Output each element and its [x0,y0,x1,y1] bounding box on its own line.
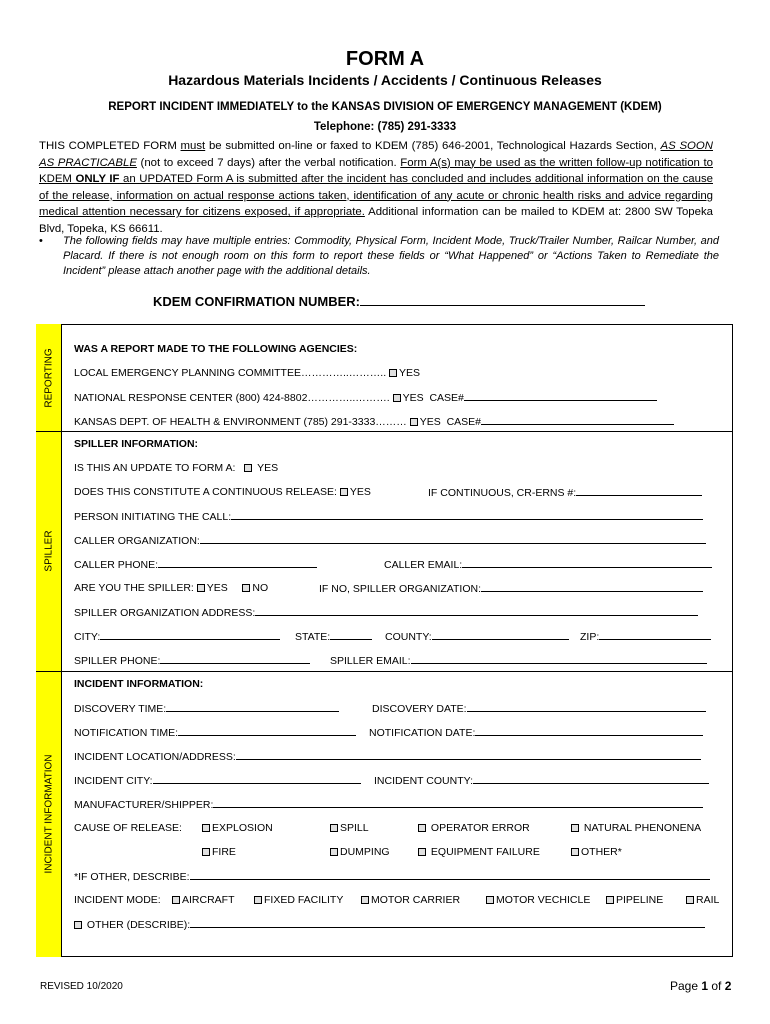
continuous-yes-checkbox[interactable] [340,488,348,496]
spiller-no-checkbox[interactable] [242,584,250,592]
notification-date-field[interactable]: NOTIFICATION DATE: [369,726,703,739]
dumping-checkbox[interactable] [330,848,338,856]
fire-checkbox[interactable] [202,848,210,856]
cause-natural-option[interactable]: NATURAL PHENONENA [571,822,701,834]
form-title: FORM A [345,48,425,70]
spiller-organization-field[interactable]: IF NO, SPILLER ORGANIZATION: [319,582,703,595]
kdhe-row[interactable]: KANSAS DEPT. OF HEALTH & ENVIRONMENT (785) 291-3333……… YES CASE# [74,415,674,428]
cause-other-option[interactable]: OTHER* [571,846,622,858]
form-subtitle: Hazardous Materials Incidents / Accidents / Continuous Releases [168,72,602,88]
incident-mode-label: INCIDENT MODE: [74,894,161,906]
equipment-failure-checkbox[interactable] [418,848,426,856]
mode-aircraft-option[interactable]: AIRCRAFT [172,894,235,906]
cause-fire-option[interactable]: FIRE [202,846,236,858]
spiller-zip-field[interactable]: ZIP: [580,630,711,643]
intro-paragraph: THIS COMPLETED FORM must be submitted on-line or faxed to KDEM (785) 646-2001, Technological Hazards Section, AS SOON AS PRACTICABLE (not to exceed 7 days) after the verbal notification. Form A(s) may be used as the written follow-up notification to KDEM ONLY IF an UPDATED Form A is submitted after the incident has concluded and includes additional information on the cause of the release, information on actual response actions taken, identification of any acute or chronic health risks and advice regarding medical attention necessary for citizens exposed, if appropriate. Additional information can be mailed to KDEM at: 2800 SW Topeka Blvd, Topeka, KS 66611. [39,140,713,235]
cause-operator-error-option[interactable]: OPERATOR ERROR [418,822,530,834]
spiller-state-field[interactable]: STATE: [295,630,372,643]
spiller-email-field[interactable]: SPILLER EMAIL: [330,654,707,667]
lepc-row[interactable]: LOCAL EMERGENCY PLANNING COMMITTEE…………..……….. YES [74,367,421,379]
motor-carrier-checkbox[interactable] [361,896,369,904]
continuous-row[interactable]: DOES THIS CONSTITUTE A CONTINUOUS RELEASE: YES [74,486,371,498]
aircraft-checkbox[interactable] [172,896,180,904]
kdem-telephone: Telephone: (785) 291-3333 [313,121,457,133]
lepc-yes-checkbox[interactable] [389,369,397,377]
discovery-date-field[interactable]: DISCOVERY DATE: [372,702,706,715]
caller-organization-field[interactable]: CALLER ORGANIZATION: [74,534,706,547]
pipeline-checkbox[interactable] [606,896,614,904]
report-instruction: REPORT INCIDENT IMMEDIATELY to the KANSAS DIVISION OF EMERGENCY MANAGEMENT (KDEM) [108,101,662,113]
incident-county-field[interactable]: INCIDENT COUNTY: [374,774,709,787]
incident-city-field[interactable]: INCIDENT CITY: [74,774,361,787]
spiller-org-address-field[interactable]: SPILLER ORGANIZATION ADDRESS: [74,606,698,619]
side-label-incident: INCIDENT INFORMATION [36,671,62,957]
fixed-facility-checkbox[interactable] [254,896,262,904]
cause-dumping-option[interactable]: DUMPING [330,846,390,858]
mode-motor-carrier-option[interactable]: MOTOR CARRIER [361,894,460,906]
mode-pipeline-option[interactable]: PIPELINE [606,894,663,906]
side-label-spiller: SPILLER [36,431,62,671]
mode-other-describe-field[interactable]: OTHER (DESCRIBE): [74,918,705,931]
cause-spill-option[interactable]: SPILL [330,822,369,834]
notification-time-field[interactable]: NOTIFICATION TIME: [74,726,356,739]
are-you-spiller-row[interactable]: ARE YOU THE SPILLER: YES NO [74,582,269,594]
spiller-yes-checkbox[interactable] [197,584,205,592]
spiller-city-field[interactable]: CITY: [74,630,280,643]
mode-rail-option[interactable]: RAIL [686,894,719,906]
cause-explosion-option[interactable]: EXPLOSION [202,822,273,834]
cause-equipment-failure-option[interactable]: EQUIPMENT FAILURE [418,846,540,858]
spiller-heading: SPILLER INFORMATION: [74,438,199,450]
crerns-field[interactable]: IF CONTINUOUS, CR-ERNS #: [428,486,702,499]
rail-checkbox[interactable] [686,896,694,904]
mode-fixed-facility-option[interactable]: FIXED FACILITY [254,894,343,906]
mode-other-checkbox[interactable] [74,921,82,929]
explosion-checkbox[interactable] [202,824,210,832]
discovery-time-field[interactable]: DISCOVERY TIME: [74,702,339,715]
caller-email-field[interactable]: CALLER EMAIL: [384,558,712,571]
motor-vehicle-checkbox[interactable] [486,896,494,904]
manufacturer-shipper-field[interactable]: MANUFACTURER/SHIPPER: [74,798,703,811]
cause-label: CAUSE OF RELEASE: [74,822,182,834]
section-divider [36,671,733,672]
revised-date: REVISED 10/2020 [40,981,123,992]
update-yes-checkbox[interactable] [244,464,252,472]
update-row[interactable]: IS THIS AN UPDATE TO FORM A: YES [74,462,279,474]
side-label-reporting: REPORTING [36,324,62,431]
natural-phenomena-checkbox[interactable] [571,824,579,832]
kdhe-yes-checkbox[interactable] [410,418,418,426]
nrc-yes-checkbox[interactable] [393,394,401,402]
person-initiating-field[interactable]: PERSON INITIATING THE CALL: [74,510,703,523]
mode-motor-vehicle-option[interactable]: MOTOR VECHICLE [486,894,590,906]
spill-checkbox[interactable] [330,824,338,832]
incident-location-field[interactable]: INCIDENT LOCATION/ADDRESS: [74,750,701,763]
page-number: Page 1 of 2 [670,979,732,993]
spiller-county-field[interactable]: COUNTY: [385,630,569,643]
section-divider [36,431,733,432]
if-other-describe-field[interactable]: *IF OTHER, DESCRIBE: [74,870,710,883]
multiple-entries-note: • The following fields may have multiple entries: Commodity, Physical Form, Incident Mode, Truck/Trailer Number, Railcar Number, and Placard. If there is not enough room on this form to report these fields or “What Happened” or “Actions Taken to Remediate the Incident” please attach another page with the additional details. [39,235,719,277]
incident-heading: INCIDENT INFORMATION: [74,678,204,690]
spiller-phone-field[interactable]: SPILLER PHONE: [74,654,310,667]
kdem-confirmation-field[interactable]: KDEM CONFIRMATION NUMBER: [153,294,645,309]
nrc-row[interactable]: NATIONAL RESPONSE CENTER (800) 424-8802…………..………. YES CASE# [74,391,657,404]
reporting-heading: WAS A REPORT MADE TO THE FOLLOWING AGENCIES: [74,343,358,355]
other-checkbox[interactable] [571,848,579,856]
operator-error-checkbox[interactable] [418,824,426,832]
caller-phone-field[interactable]: CALLER PHONE: [74,558,317,571]
